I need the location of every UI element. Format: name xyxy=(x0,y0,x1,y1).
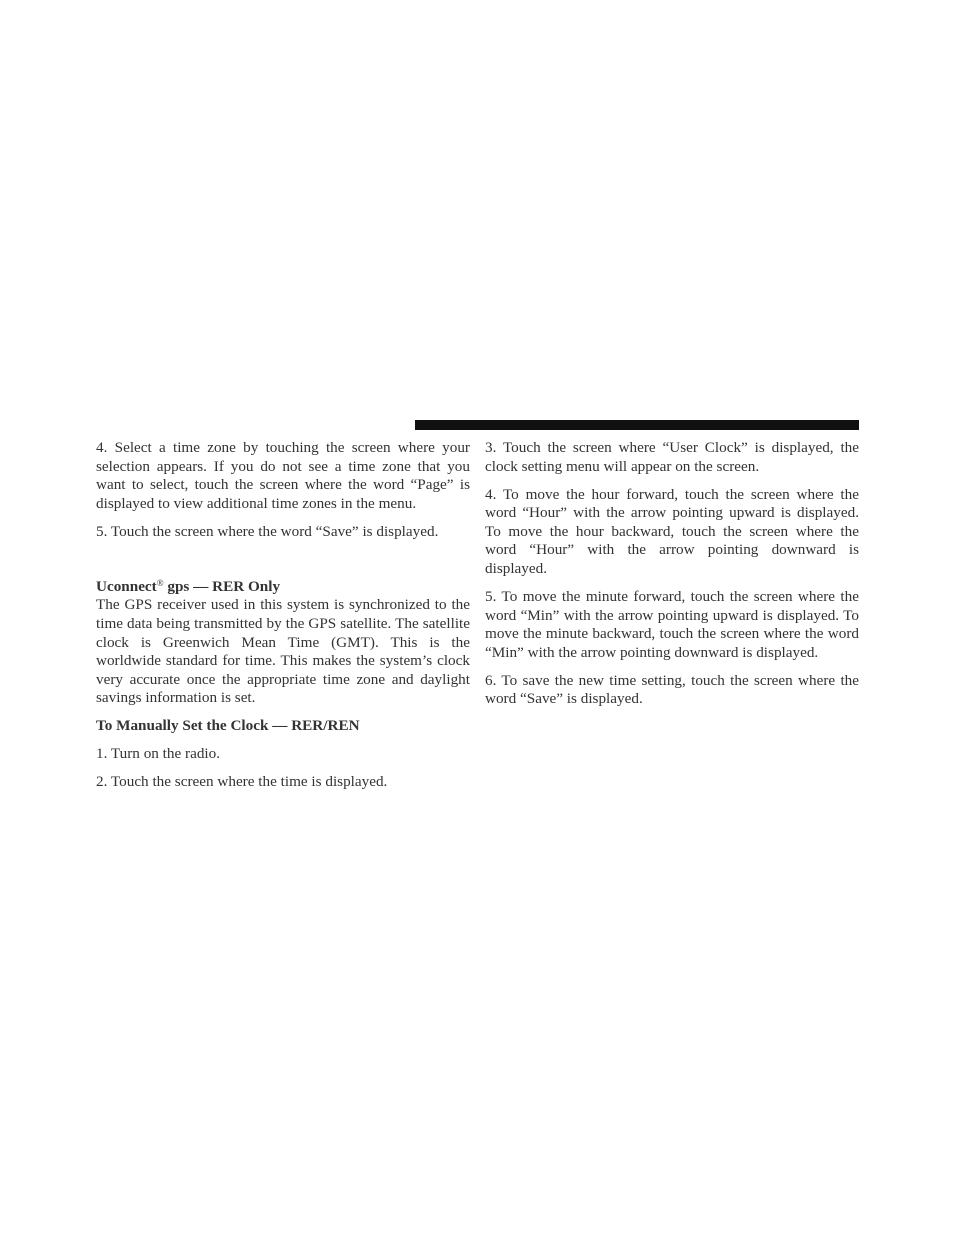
left-column xyxy=(96,439,470,801)
step-select-time-zone: 4. Select a time zone by touching the screen where your selection appears. If you do not see a time zone that you want to select, touch the screen where the word “Page” is displayed to view additional time zones in the menu. xyxy=(96,439,470,512)
step-minute: 5. To move the minute forward, touch the screen where the word “Min” with the arrow pointing upward is displayed. To move the minute backward, touch the screen where the word “Min” with the arrow pointing downward is displayed. xyxy=(485,587,859,661)
heading-rest: gps — RER Only xyxy=(163,577,281,595)
heading-manual-clock: To Manually Set the Clock — RER/REN xyxy=(96,717,360,735)
step-hour: 4. To move the hour forward, touch the screen where the word “Hour” with the arrow pointing upward is displayed. To move the hour backward, touch the screen where the word “Hour” with the arrow pointing downward is displayed. xyxy=(485,485,859,577)
heading-uconnect-gps xyxy=(96,578,470,597)
step-save-time: 6. To save the new time setting, touch the screen where the word “Save” is displayed. xyxy=(485,671,859,708)
registered-mark: ® xyxy=(156,577,164,588)
right-column xyxy=(485,439,859,718)
section-spacer xyxy=(96,551,470,578)
step-turn-on-radio: 1. Turn on the radio. xyxy=(96,745,221,763)
gps-description: The GPS receiver used in this system is synchronized to the time data being transmitted by the GPS satellite. The satellite clock is Greenwich Mean Time (GMT). This is the worldwide standard for time. This makes the system’s clock very accurate once the appropriate time zone and daylight savings information is set. xyxy=(96,596,470,707)
step-touch-time: 2. Touch the screen where the time is displayed. xyxy=(96,773,388,791)
header-rule-bar xyxy=(415,420,859,430)
heading-brand: Uconnect xyxy=(96,577,157,595)
step-save-time-zone: 5. Touch the screen where the word “Save” is displayed. xyxy=(96,522,439,540)
step-user-clock: 3. Touch the screen where “User Clock” is displayed, the clock setting menu will appear on the screen. xyxy=(485,439,859,475)
